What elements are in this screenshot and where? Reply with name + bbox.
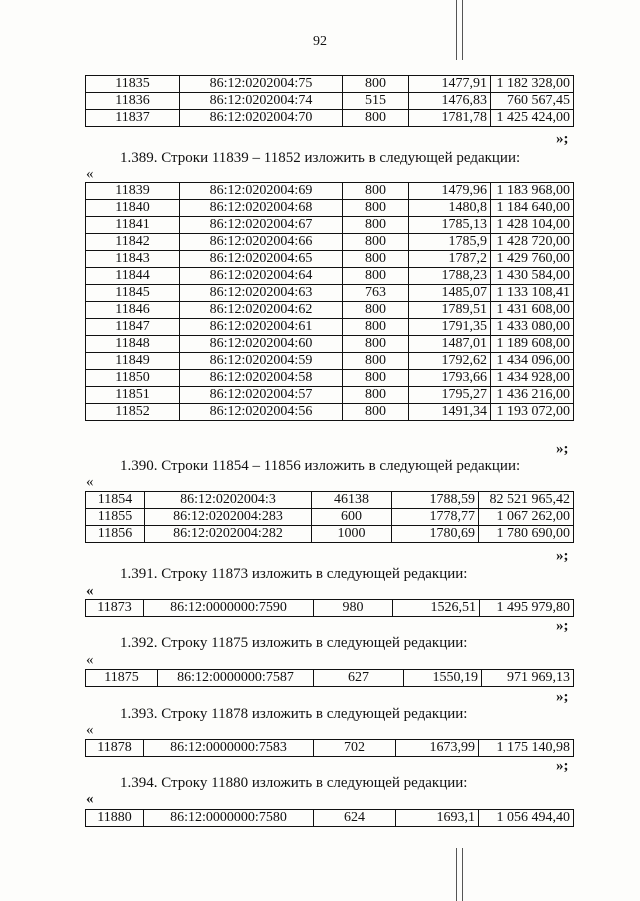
value-cell: 760 567,45 (491, 93, 574, 110)
row-number-cell: 11848 (86, 336, 180, 353)
cadastral-number-cell: 86:12:0202004:58 (180, 370, 343, 387)
area-cell: 702 (314, 740, 396, 757)
row-number-cell: 11875 (86, 670, 158, 687)
cadastral-number-cell: 86:12:0202004:61 (180, 319, 343, 336)
area-cell: 800 (343, 370, 409, 387)
row-number-cell: 11846 (86, 302, 180, 319)
price-cell: 1485,07 (409, 285, 491, 302)
value-cell: 1 431 608,00 (491, 302, 574, 319)
price-cell: 1778,77 (392, 509, 479, 526)
price-cell: 1785,13 (409, 217, 491, 234)
table-row (86, 285, 574, 302)
table-row (86, 183, 574, 200)
table-row (86, 251, 574, 268)
row-number-cell: 11852 (86, 404, 180, 421)
value-cell: 1 182 328,00 (491, 76, 574, 93)
row-number-cell: 11851 (86, 387, 180, 404)
scan-mark-top (456, 0, 457, 60)
table-row (86, 600, 574, 617)
area-cell: 800 (343, 76, 409, 93)
data-table (85, 491, 574, 543)
section-heading: 1.393. Строку 11878 изложить в следующей редакции: (120, 706, 468, 722)
area-cell: 1000 (312, 526, 392, 543)
price-cell: 1477,91 (409, 76, 491, 93)
table-row (86, 302, 574, 319)
cadastral-number-cell: 86:12:0202004:282 (145, 526, 312, 543)
row-number-cell: 11878 (86, 740, 144, 757)
table-row (86, 234, 574, 251)
value-cell: 1 193 072,00 (491, 404, 574, 421)
table-row (86, 526, 574, 543)
table-row (86, 268, 574, 285)
cadastral-number-cell: 86:12:0202004:59 (180, 353, 343, 370)
opening-quote: « (86, 583, 94, 599)
value-cell: 1 428 720,00 (491, 234, 574, 251)
cadastral-number-cell: 86:12:0202004:66 (180, 234, 343, 251)
area-cell: 800 (343, 319, 409, 336)
area-cell: 800 (343, 268, 409, 285)
cadastral-number-cell: 86:12:0202004:75 (180, 76, 343, 93)
row-number-cell: 11855 (86, 509, 145, 526)
closing-quote: »; (556, 131, 569, 147)
row-number-cell: 11835 (86, 76, 180, 93)
cadastral-number-cell: 86:12:0202004:3 (145, 492, 312, 509)
table-row (86, 336, 574, 353)
row-number-cell: 11836 (86, 93, 180, 110)
value-cell: 1 175 140,98 (479, 740, 574, 757)
data-table (85, 809, 574, 827)
row-number-cell: 11849 (86, 353, 180, 370)
closing-quote: »; (556, 689, 569, 705)
opening-quote: « (86, 722, 94, 738)
price-cell: 1550,19 (404, 670, 482, 687)
cadastral-number-cell: 86:12:0202004:68 (180, 200, 343, 217)
closing-quote: »; (556, 618, 569, 634)
value-cell: 1 189 608,00 (491, 336, 574, 353)
cadastral-number-cell: 86:12:0202004:62 (180, 302, 343, 319)
area-cell: 800 (343, 353, 409, 370)
row-number-cell: 11873 (86, 600, 144, 617)
cadastral-number-cell: 86:12:0202004:67 (180, 217, 343, 234)
area-cell: 800 (343, 183, 409, 200)
area-cell: 800 (343, 336, 409, 353)
value-cell: 1 056 494,40 (479, 810, 574, 827)
row-number-cell: 11840 (86, 200, 180, 217)
row-number-cell: 11850 (86, 370, 180, 387)
section-heading: 1.391. Строку 11873 изложить в следующей редакции: (120, 566, 468, 582)
value-cell: 1 425 424,00 (491, 110, 574, 127)
price-cell: 1476,83 (409, 93, 491, 110)
price-cell: 1788,59 (392, 492, 479, 509)
value-cell: 1 433 080,00 (491, 319, 574, 336)
section-heading: 1.390. Строки 11854 – 11856 изложить в следующей редакции: (120, 458, 521, 474)
cadastral-number-cell: 86:12:0202004:64 (180, 268, 343, 285)
value-cell: 1 133 108,41 (491, 285, 574, 302)
row-number-cell: 11844 (86, 268, 180, 285)
price-cell: 1787,2 (409, 251, 491, 268)
price-cell: 1673,99 (396, 740, 479, 757)
row-number-cell: 11837 (86, 110, 180, 127)
cadastral-number-cell: 86:12:0000000:7583 (144, 740, 314, 757)
cadastral-number-cell: 86:12:0000000:7580 (144, 810, 314, 827)
price-cell: 1479,96 (409, 183, 491, 200)
price-cell: 1793,66 (409, 370, 491, 387)
section-heading: 1.389. Строки 11839 – 11852 изложить в следующей редакции: (120, 150, 521, 166)
opening-quote: « (86, 652, 94, 668)
closing-quote: »; (556, 758, 569, 774)
data-table (85, 75, 574, 127)
row-number-cell: 11856 (86, 526, 145, 543)
price-cell: 1526,51 (393, 600, 480, 617)
cadastral-number-cell: 86:12:0202004:74 (180, 93, 343, 110)
row-number-cell: 11843 (86, 251, 180, 268)
row-number-cell: 11847 (86, 319, 180, 336)
table-row (86, 76, 574, 93)
table-row (86, 509, 574, 526)
scan-mark-bottom (462, 848, 463, 901)
opening-quote: « (86, 166, 94, 182)
cadastral-number-cell: 86:12:0202004:60 (180, 336, 343, 353)
value-cell: 1 434 096,00 (491, 353, 574, 370)
price-cell: 1693,1 (396, 810, 479, 827)
table-row (86, 740, 574, 757)
value-cell: 1 183 968,00 (491, 183, 574, 200)
cadastral-number-cell: 86:12:0202004:70 (180, 110, 343, 127)
cadastral-number-cell: 86:12:0202004:65 (180, 251, 343, 268)
area-cell: 600 (312, 509, 392, 526)
cadastral-number-cell: 86:12:0000000:7590 (144, 600, 314, 617)
value-cell: 1 430 584,00 (491, 268, 574, 285)
cadastral-number-cell: 86:12:0202004:56 (180, 404, 343, 421)
page-number: 92 (313, 34, 327, 49)
area-cell: 800 (343, 110, 409, 127)
value-cell: 1 434 928,00 (491, 370, 574, 387)
data-table (85, 669, 574, 687)
area-cell: 46138 (312, 492, 392, 509)
cadastral-number-cell: 86:12:0202004:69 (180, 183, 343, 200)
area-cell: 800 (343, 251, 409, 268)
table-row (86, 200, 574, 217)
closing-quote: »; (556, 441, 569, 457)
area-cell: 800 (343, 404, 409, 421)
cadastral-number-cell: 86:12:0202004:57 (180, 387, 343, 404)
value-cell: 971 969,13 (482, 670, 574, 687)
table-row (86, 492, 574, 509)
closing-quote: »; (556, 548, 569, 564)
data-table (85, 739, 574, 757)
row-number-cell: 11845 (86, 285, 180, 302)
value-cell: 1 436 216,00 (491, 387, 574, 404)
table-row (86, 670, 574, 687)
price-cell: 1791,35 (409, 319, 491, 336)
table-row (86, 404, 574, 421)
cadastral-number-cell: 86:12:0202004:283 (145, 509, 312, 526)
area-cell: 515 (343, 93, 409, 110)
table-row (86, 110, 574, 127)
value-cell: 1 429 760,00 (491, 251, 574, 268)
table-row (86, 370, 574, 387)
value-cell: 1 495 979,80 (480, 600, 574, 617)
price-cell: 1788,23 (409, 268, 491, 285)
price-cell: 1789,51 (409, 302, 491, 319)
area-cell: 980 (314, 600, 393, 617)
area-cell: 763 (343, 285, 409, 302)
value-cell: 1 184 640,00 (491, 200, 574, 217)
value-cell: 82 521 965,42 (479, 492, 574, 509)
scan-mark-top (462, 0, 463, 60)
area-cell: 800 (343, 234, 409, 251)
row-number-cell: 11841 (86, 217, 180, 234)
opening-quote: « (86, 791, 94, 807)
value-cell: 1 780 690,00 (479, 526, 574, 543)
price-cell: 1480,8 (409, 200, 491, 217)
row-number-cell: 11839 (86, 183, 180, 200)
value-cell: 1 428 104,00 (491, 217, 574, 234)
price-cell: 1785,9 (409, 234, 491, 251)
cadastral-number-cell: 86:12:0202004:63 (180, 285, 343, 302)
row-number-cell: 11842 (86, 234, 180, 251)
area-cell: 800 (343, 302, 409, 319)
data-table (85, 599, 574, 617)
price-cell: 1487,01 (409, 336, 491, 353)
opening-quote: « (86, 474, 94, 490)
row-number-cell: 11854 (86, 492, 145, 509)
data-table (85, 182, 574, 421)
area-cell: 800 (343, 387, 409, 404)
table-row (86, 93, 574, 110)
price-cell: 1781,78 (409, 110, 491, 127)
area-cell: 627 (314, 670, 404, 687)
table-row (86, 319, 574, 336)
area-cell: 624 (314, 810, 396, 827)
table-row (86, 353, 574, 370)
price-cell: 1491,34 (409, 404, 491, 421)
price-cell: 1792,62 (409, 353, 491, 370)
value-cell: 1 067 262,00 (479, 509, 574, 526)
section-heading: 1.394. Строку 11880 изложить в следующей редакции: (120, 775, 468, 791)
row-number-cell: 11880 (86, 810, 144, 827)
price-cell: 1795,27 (409, 387, 491, 404)
table-row (86, 387, 574, 404)
area-cell: 800 (343, 200, 409, 217)
section-heading: 1.392. Строку 11875 изложить в следующей редакции: (120, 635, 468, 651)
table-row (86, 217, 574, 234)
table-row (86, 810, 574, 827)
area-cell: 800 (343, 217, 409, 234)
price-cell: 1780,69 (392, 526, 479, 543)
cadastral-number-cell: 86:12:0000000:7587 (158, 670, 314, 687)
scan-mark-bottom (456, 848, 457, 901)
